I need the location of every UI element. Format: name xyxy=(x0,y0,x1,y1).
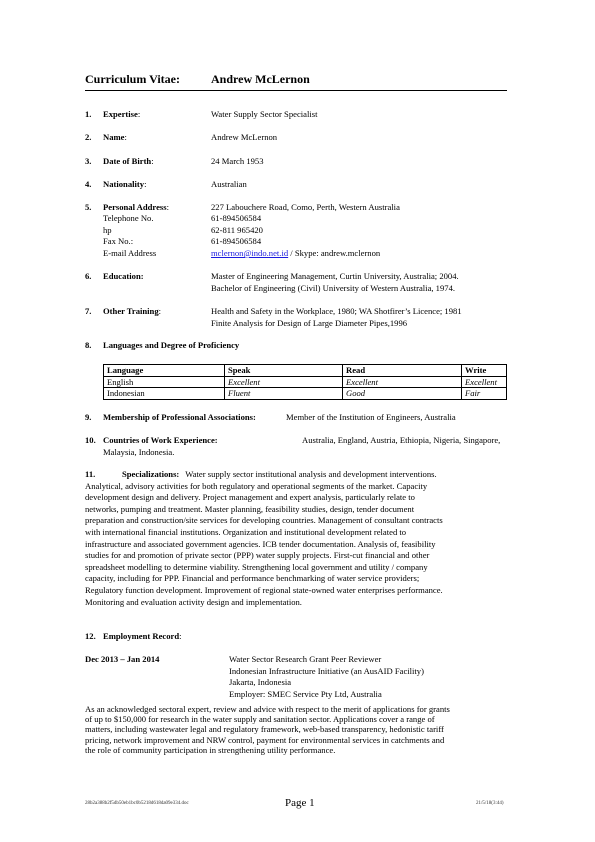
description-line: pricing, network improvement and NRW control, payment for environmental services in catchments and xyxy=(85,734,445,745)
description-line: of up to $150,000 for research in the water supply and sanitation sector. Applications cover a range of xyxy=(85,714,435,725)
employment-period: Dec 2013 – Jan 2014 xyxy=(85,654,160,664)
specializations-line: Monitoring and evaluation activity design and implementation. xyxy=(85,596,302,607)
table-row xyxy=(104,376,507,388)
telephone-label: Telephone No. xyxy=(103,213,154,223)
section-label: Education: xyxy=(103,271,144,281)
section-specializations xyxy=(85,469,505,608)
footer-filename: 28b2a388b2f5db50eb1bc0b5218d618da09e334.doc xyxy=(85,801,189,806)
employment-details xyxy=(229,654,424,701)
section-label: Employment Record: xyxy=(103,631,182,641)
name-value: Andrew McLernon xyxy=(211,132,278,142)
specializations-line: spreadsheet modelling to determine viability. Strengthening local government and utility / company xyxy=(85,561,428,572)
skype-text: / Skype: andrew.mclernon xyxy=(290,248,381,258)
cv-title-label: Curriculum Vitae: xyxy=(85,72,180,86)
email-label: E-mail Address xyxy=(103,248,157,258)
fax-value: 61-894506584 xyxy=(211,236,262,246)
section-label: Membership of Professional Associations: xyxy=(103,412,256,422)
expertise-value: Water Supply Sector Specialist xyxy=(211,109,318,119)
countries-value: Australia, England, Austria, Ethiopia, Nigeria, Singapore, xyxy=(302,435,501,445)
table-header: Write xyxy=(462,365,507,377)
table-cell: Good xyxy=(343,388,462,400)
section-label: Nationality: xyxy=(103,179,147,189)
table-cell: Excellent xyxy=(343,376,462,388)
footer-date: 21/5/18(3:44) xyxy=(476,801,504,806)
specializations-line: studies for and promotion of private sector (PPP) water supply projects. First-cut financial and other xyxy=(85,550,430,561)
fax-label: Fax No.: xyxy=(103,236,134,246)
table-header: Speak xyxy=(225,365,343,377)
section-number: 12. xyxy=(85,631,96,641)
specializations-line: development design and delivery. Project management and expert analysis, particularly relate to xyxy=(85,492,415,503)
specializations-line: Regulatory function development. Improvement of regional state-owned water enterprises performance. xyxy=(85,584,443,595)
table-cell: Excellent xyxy=(225,376,343,388)
section-number: 1. xyxy=(85,109,92,119)
specializations-line: capacity, including for PPP. Financial and performance benchmarking of water service providers; xyxy=(85,573,420,584)
section-label: Personal Address: xyxy=(103,202,169,212)
section-number: 4. xyxy=(85,179,92,189)
cv-header-name: Andrew McLernon xyxy=(211,72,310,86)
section-number: 2. xyxy=(85,132,92,142)
table-cell: Indonesian xyxy=(104,388,225,400)
description-line: the role of community participation in strengthening utility performance. xyxy=(85,744,336,755)
table-row xyxy=(104,388,507,400)
employment-description xyxy=(85,704,505,755)
section-number: 7. xyxy=(85,306,92,316)
section-number: 6. xyxy=(85,271,92,281)
table-header-row xyxy=(104,365,507,377)
employment-org: Indonesian Infrastructure Initiative (an AusAID Facility) xyxy=(229,665,424,676)
languages-table xyxy=(103,364,507,400)
email-value xyxy=(211,248,380,260)
cv-header xyxy=(85,72,507,91)
section-number: 5. xyxy=(85,202,92,212)
education-line-2: Bachelor of Engineering (Civil) University of Western Australia, 1974. xyxy=(211,283,456,293)
education-line-1: Master of Engineering Management, Curtin University, Australia; 2004. xyxy=(211,271,459,281)
section-label: Languages and Degree of Proficiency xyxy=(103,340,240,350)
section-number: 9. xyxy=(85,412,92,422)
hp-label: hp xyxy=(103,225,112,235)
address-value: 227 Labouchere Road, Como, Perth, Western Australia xyxy=(211,202,400,212)
description-line: As an acknowledged sectoral expert, review and advice with respect to the merit of applications for grants xyxy=(85,704,450,714)
section-number: 3. xyxy=(85,156,92,166)
table-cell: English xyxy=(104,376,225,388)
hp-value: 62-811 965420 xyxy=(211,225,263,235)
employment-location: Jakarta, Indonesia xyxy=(229,677,292,688)
section-label: Expertise: xyxy=(103,109,141,119)
section-label: Countries of Work Experience: xyxy=(103,435,218,445)
section-label: Date of Birth: xyxy=(103,156,154,166)
specializations-line: preparation and construction/site services for developing countries. Management of consultant contracts xyxy=(85,515,443,526)
specializations-line: networks, pumping and treatment. Master planning, feasibility studies, design, tender document xyxy=(85,503,415,514)
nationality-value: Australian xyxy=(211,179,247,189)
table-cell: Fluent xyxy=(225,388,343,400)
employment-role: Water Sector Research Grant Peer Reviewer xyxy=(229,654,382,664)
section-label: Other Training: xyxy=(103,306,162,316)
section-number: 8. xyxy=(85,340,92,350)
telephone-value: 61-894506584 xyxy=(211,213,262,223)
training-line-2: Finite Analysis for Design of Large Diameter Pipes,1996 xyxy=(211,318,408,328)
specializations-line: infrastructure and associated government agencies. ICB tender documentation. Analysis of, feasibility xyxy=(85,538,436,549)
table-cell: Fair xyxy=(462,388,507,400)
section-label: Name: xyxy=(103,132,127,142)
table-header: Language xyxy=(104,365,225,377)
table-header: Read xyxy=(343,365,462,377)
employment-employer: Employer: SMEC Service Pty Ltd, Australia xyxy=(229,689,382,700)
description-line: matters, including wastewater legal and regulatory framework, web-based transparency, hedonistic tariff xyxy=(85,724,444,735)
section-number: 10. xyxy=(85,435,96,445)
specializations-line: Analytical, advisory activities for both regulatory and operational segments of the market. Capacity xyxy=(85,480,428,491)
dob-value: 24 March 1953 xyxy=(211,156,264,166)
membership-value: Member of the Institution of Engineers, Australia xyxy=(286,412,456,422)
footer-page-number: Page 1 xyxy=(285,797,315,809)
countries-line-2: Malaysia, Indonesia. xyxy=(103,447,175,457)
specializations-line: with international financial institutions. Organization and institutional development related to xyxy=(85,526,407,537)
table-cell: Excellent xyxy=(462,376,507,388)
email-link[interactable]: mclernon@indo.net.id xyxy=(211,248,289,258)
training-line-1: Health and Safety in the Workplace, 1980; WA Shotfirer’s Licence; 1981 xyxy=(211,306,462,316)
specializations-line: 11. Specializations: Water supply sector institutional analysis and development interventions. xyxy=(85,469,437,479)
